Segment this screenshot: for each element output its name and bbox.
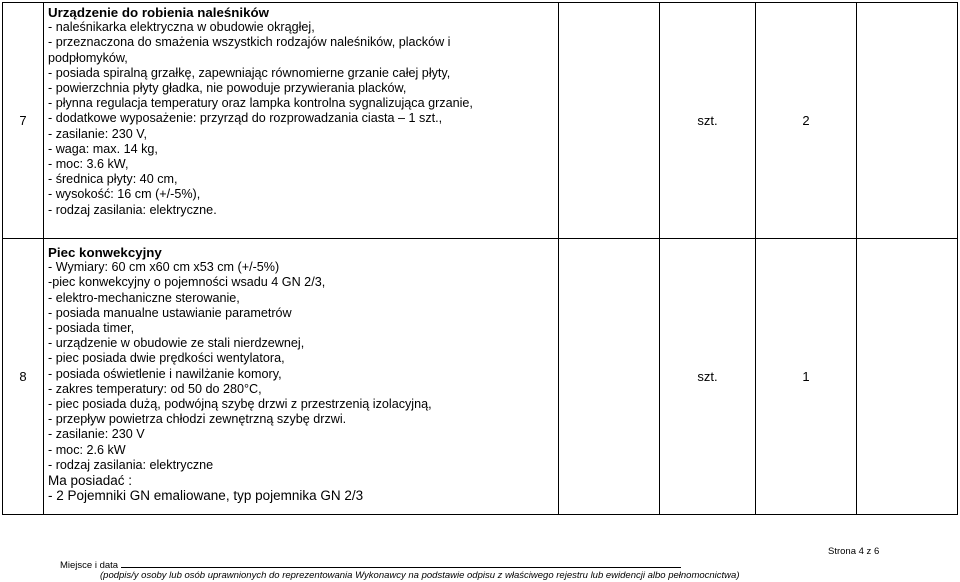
item-description — [44, 3, 559, 239]
spec-line: - posiada manualne ustawianie parametrów — [48, 305, 292, 320]
signature-line — [121, 558, 681, 568]
spec-line: - urządzenie w obudowie ze stali nierdzewnej, — [48, 336, 305, 351]
spec-line: - piec posiada dużą, podwójną szybę drzwi z przestrzenią izolacyjną, — [48, 397, 432, 412]
page-number: Strona 4 z 6 — [828, 546, 880, 557]
spec-line: - powierzchnia płyty gładka, nie powoduje przywierania placków, — [48, 81, 407, 96]
spec-line: - dodatkowe wyposażenie: przyrząd do rozprowadzania ciasta – 1 szt., — [48, 111, 443, 126]
spec-line: - posiada spiralną grzałkę, zapewniając równomierne grzanie całej płyty, — [48, 65, 451, 80]
spec-line: - Wymiary: 60 cm x60 cm x53 cm (+/-5%) — [48, 260, 280, 275]
empty-cell — [559, 3, 660, 239]
unit-cell: szt. — [660, 239, 756, 515]
spec-line: - posiada oświetlenie i nawilżanie komory, — [48, 366, 282, 381]
spec-line: - zasilanie: 230 V — [48, 427, 145, 442]
empty-cell — [857, 239, 958, 515]
place-date-label: Miejsce i data — [60, 560, 119, 571]
spec-line: - przepływ powietrza chłodzi zewnętrzną szybę drzwi. — [48, 412, 347, 427]
spec-line: -piec konwekcyjny o pojemności wsadu 4 GN 2/3, — [48, 275, 326, 290]
spec-line: - piec posiada dwie prędkości wentylatora, — [48, 351, 285, 366]
table-row — [3, 239, 958, 515]
quantity-cell: 2 — [756, 3, 857, 239]
spec-line: - posiada timer, — [48, 321, 135, 336]
empty-cell — [559, 239, 660, 515]
spec-line: - waga: max. 14 kg, — [48, 141, 158, 156]
spec-line: - naleśnikarka elektryczna w obudowie okrągłej, — [48, 20, 315, 35]
spec-line: - wysokość: 16 cm (+/-5%), — [48, 187, 201, 202]
empty-cell — [857, 3, 958, 239]
quantity-cell: 1 — [756, 239, 857, 515]
item-title: Piec konwekcyjny — [48, 245, 162, 260]
spec-line: - rodzaj zasilania: elektryczne. — [48, 202, 217, 217]
signature-note: (podpis/y osoby lub osób uprawnionych do reprezentowania Wykonawcy na podstawie odpisu z właściwego rejestru lub ewidencji albo pełnomocnictwa) — [100, 570, 740, 581]
table-row — [3, 3, 958, 239]
spec-line: - przeznaczona do smażenia wszystkich rodzajów naleśników, placków i — [48, 35, 451, 50]
spec-line: - średnica płyty: 40 cm, — [48, 172, 178, 187]
spec-line: - elektro-mechaniczne sterowanie, — [48, 290, 240, 305]
spec-line: - 2 Pojemniki GN emaliowane, typ pojemnika GN 2/3 — [48, 488, 364, 504]
spec-line: - moc: 2.6 kW — [48, 442, 126, 457]
unit-cell: szt. — [660, 3, 756, 239]
spec-line: - zasilanie: 230 V, — [48, 126, 147, 141]
spec-line: - rodzaj zasilania: elektryczne — [48, 457, 214, 472]
spec-line: - moc: 3.6 kW, — [48, 157, 129, 172]
item-description — [44, 239, 559, 515]
spec-line: podpłomyków, — [48, 50, 128, 65]
spec-line: Ma posiadać : — [48, 473, 133, 489]
spec-line: - zakres temperatury: od 50 do 280°C, — [48, 381, 262, 396]
row-number: 7 — [3, 3, 44, 239]
row-number: 8 — [3, 239, 44, 515]
item-title: Urządzenie do robienia naleśników — [48, 5, 269, 20]
spec-line: - płynna regulacja temperatury oraz lampka kontrolna sygnalizująca grzanie, — [48, 96, 473, 111]
specification-table — [2, 2, 958, 515]
